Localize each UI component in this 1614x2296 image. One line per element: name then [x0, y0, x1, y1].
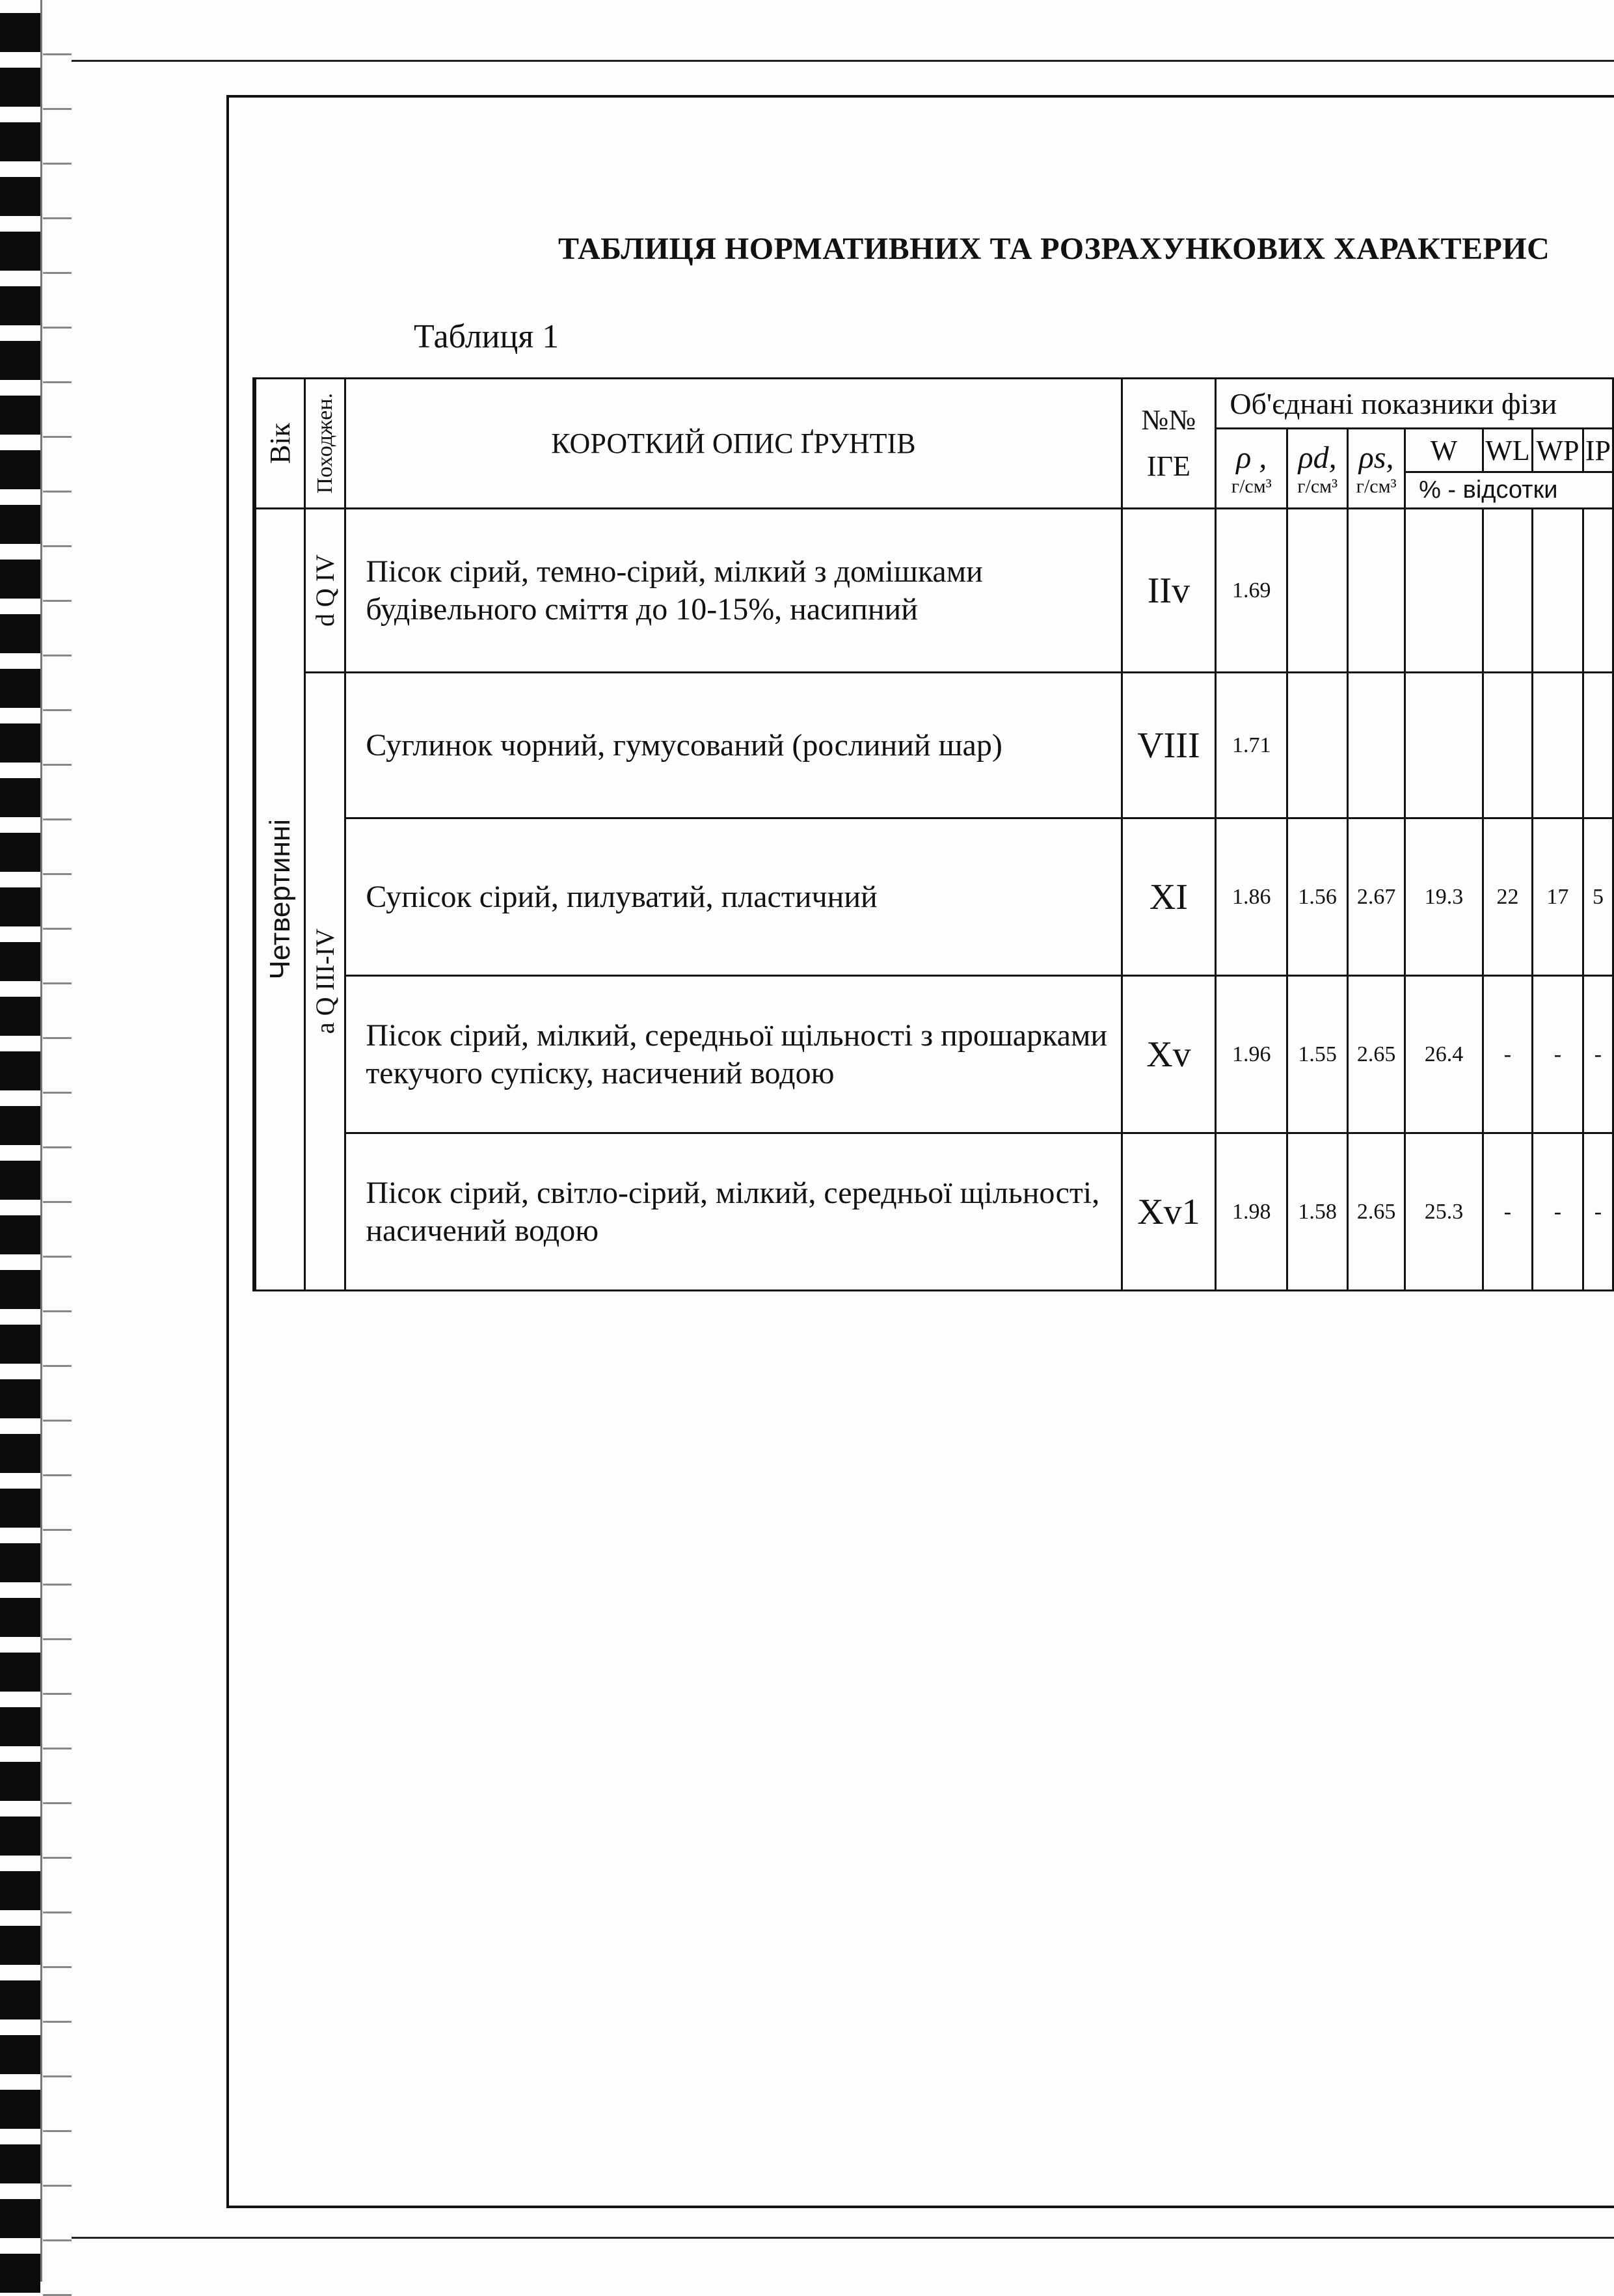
binding-tick — [43, 1310, 72, 1312]
description-cell: Супісок сірий, пилуватий, пластичний — [345, 818, 1122, 976]
wl-cell: - — [1483, 1133, 1532, 1291]
header-rho: ρ , г/см³ — [1216, 429, 1287, 509]
binding-comb-segment — [0, 1543, 40, 1582]
rho-cell: 1.86 — [1216, 818, 1287, 976]
header-group-physical: Об'єднані показники фізи — [1216, 379, 1613, 429]
age-cell: Четвертинні — [254, 509, 305, 1291]
rho-s-cell: 2.67 — [1348, 818, 1405, 976]
ip-cell: - — [1583, 976, 1613, 1133]
header-ige: №№ ІГЕ — [1122, 379, 1216, 509]
rho-cell: 1.69 — [1216, 509, 1287, 673]
binding-tick — [43, 217, 72, 219]
binding-comb-segment — [0, 833, 40, 872]
ige-cell: XI — [1122, 818, 1216, 976]
binding-comb-segment — [0, 778, 40, 817]
bottom-rule — [72, 2237, 1614, 2239]
rho-s-cell: 2.65 — [1348, 976, 1405, 1133]
binding-tick — [43, 1201, 72, 1203]
binding-tick — [43, 655, 72, 656]
rho-cell: 1.71 — [1216, 673, 1287, 818]
binding-tick — [43, 1092, 72, 1094]
binding-comb-segment — [0, 2254, 40, 2293]
header-age: Вік — [254, 379, 305, 509]
wl-cell: 22 — [1483, 818, 1532, 976]
binding-tick — [43, 928, 72, 930]
description-cell: Пісок сірий, мілкий, середньої щільності з прошарками текучого супіску, насичений водою — [345, 976, 1122, 1133]
binding-tick — [43, 818, 72, 820]
binding-comb-segment — [0, 1598, 40, 1637]
binding-comb-segment — [0, 723, 40, 763]
binding-comb-segment — [0, 560, 40, 599]
binding-tick — [43, 53, 72, 55]
binding-comb-segment — [0, 1489, 40, 1528]
binding-comb-segment — [0, 942, 40, 981]
binding-tick — [43, 764, 72, 766]
ige-cell: Xv — [1122, 976, 1216, 1133]
rho-cell: 1.98 — [1216, 1133, 1287, 1291]
binding-tick — [43, 2130, 72, 2132]
description-cell: Пісок сірий, світло-сірий, мілкий, середньої щільності, насичений водою — [345, 1133, 1122, 1291]
binding-comb-segment — [0, 2144, 40, 2183]
rho-d-cell: 1.55 — [1287, 976, 1348, 1133]
binding-comb-segment — [0, 2035, 40, 2074]
binding-comb-segment — [0, 1379, 40, 1418]
table-row — [254, 1133, 1613, 1291]
table-row — [254, 509, 1613, 673]
ige-cell: IIv — [1122, 509, 1216, 673]
binding-comb-segment — [0, 1762, 40, 1801]
rho-d-cell: 1.56 — [1287, 818, 1348, 976]
header-description: КОРОТКИЙ ОПИС ҐРУНТІВ — [345, 379, 1122, 509]
binding-tick — [43, 108, 72, 110]
binding-comb-segment — [0, 177, 40, 216]
binding-tick — [43, 1584, 72, 1586]
binding-tick — [43, 491, 72, 493]
binding-tick — [43, 163, 72, 165]
binding-comb-segment — [0, 997, 40, 1036]
binding-tick — [43, 1693, 72, 1695]
binding-tick — [43, 2185, 72, 2187]
binding-tick — [43, 1365, 72, 1367]
binding-tick — [43, 1748, 72, 1749]
binding-comb-segment — [0, 286, 40, 325]
binding-tick — [43, 1256, 72, 1258]
binding-tick — [43, 2239, 72, 2241]
binding-comb-segment — [0, 1161, 40, 1200]
table-row — [254, 818, 1613, 976]
binding-comb-segment — [0, 1871, 40, 1910]
binding-tick — [43, 381, 72, 383]
wl-cell — [1483, 509, 1532, 673]
table-row — [254, 976, 1613, 1133]
rho-d-cell: 1.58 — [1287, 1133, 1348, 1291]
header-rho-s: ρs, г/см³ — [1348, 429, 1405, 509]
description-cell: Суглинок чорний, гумусований (рослиний шар) — [345, 673, 1122, 818]
binding-tick — [43, 1966, 72, 1968]
binding-comb-segment — [0, 1270, 40, 1309]
wl-cell — [1483, 673, 1532, 818]
binding-tick — [43, 982, 72, 984]
binding-comb-segment — [0, 669, 40, 708]
rho-d-cell — [1287, 673, 1348, 818]
binding-tick — [43, 2075, 72, 2077]
ige-cell: Xv1 — [1122, 1133, 1216, 1291]
binding-tick — [43, 2021, 72, 2023]
wp-cell: - — [1532, 976, 1583, 1133]
ige-cell: VIII — [1122, 673, 1216, 818]
origin-cell: d Q IV — [305, 509, 345, 673]
binding-strip — [0, 0, 78, 2282]
document-title: ТАБЛИЦЯ НОРМАТИВНИХ ТА РОЗРАХУНКОВИХ ХАРАКТЕРИС — [558, 232, 1550, 266]
table-caption: Таблиця 1 — [414, 318, 559, 355]
binding-comb-segment — [0, 505, 40, 544]
ip-cell — [1583, 509, 1613, 673]
binding-tick — [43, 709, 72, 711]
header-wp: WP — [1532, 429, 1583, 472]
binding-comb-segment — [0, 13, 40, 52]
binding-tick — [43, 1529, 72, 1531]
rho-s-cell — [1348, 509, 1405, 673]
binding-tick — [43, 600, 72, 602]
binding-comb-segment — [0, 450, 40, 489]
header-percent-unit: % - відсотки — [1405, 472, 1613, 509]
binding-tick — [43, 545, 72, 547]
binding-tick — [43, 1911, 72, 1913]
w-cell: 19.3 — [1405, 818, 1483, 976]
binding-comb-segment — [0, 1707, 40, 1746]
binding-comb-segment — [0, 122, 40, 161]
binding-comb-segment — [0, 68, 40, 107]
header-wl: WL — [1483, 429, 1532, 472]
ip-cell: - — [1583, 1133, 1613, 1291]
header-rho-d: ρd, г/см³ — [1287, 429, 1348, 509]
binding-comb-segment — [0, 2199, 40, 2238]
binding-comb-segment — [0, 1980, 40, 2019]
binding-tick — [43, 1420, 72, 1422]
binding-tick — [43, 873, 72, 875]
ip-cell — [1583, 673, 1613, 818]
soil-characteristics-table — [252, 377, 1614, 1291]
binding-comb-segment — [0, 1106, 40, 1145]
binding-tick — [43, 327, 72, 329]
binding-tick — [43, 1037, 72, 1039]
rho-s-cell: 2.65 — [1348, 1133, 1405, 1291]
binding-comb-segment — [0, 1653, 40, 1692]
description-cell: Пісок сірий, темно-сірий, мілкий з домішками будівельного сміття до 10-15%, насипний — [345, 509, 1122, 673]
binding-tick — [43, 1146, 72, 1148]
ip-cell: 5 — [1583, 818, 1613, 976]
binding-rail — [40, 0, 42, 2282]
rho-cell: 1.96 — [1216, 976, 1287, 1133]
wp-cell: 17 — [1532, 818, 1583, 976]
wp-cell — [1532, 509, 1583, 673]
binding-comb-segment — [0, 1434, 40, 1473]
header-w: W — [1405, 429, 1483, 472]
wp-cell: - — [1532, 1133, 1583, 1291]
binding-comb-segment — [0, 1051, 40, 1090]
binding-tick — [43, 1474, 72, 1476]
w-cell — [1405, 509, 1483, 673]
header-ip: IP — [1583, 429, 1613, 472]
binding-comb-segment — [0, 1325, 40, 1364]
binding-comb-segment — [0, 1926, 40, 1965]
table-row — [254, 673, 1613, 818]
binding-tick — [43, 436, 72, 438]
w-cell: 26.4 — [1405, 976, 1483, 1133]
origin-cell: a Q III-IV — [305, 673, 345, 1291]
binding-comb-segment — [0, 887, 40, 926]
binding-tick — [43, 1638, 72, 1640]
binding-comb-segment — [0, 341, 40, 380]
rho-d-cell — [1287, 509, 1348, 673]
rho-s-cell — [1348, 673, 1405, 818]
w-cell: 25.3 — [1405, 1133, 1483, 1291]
binding-tick — [43, 1802, 72, 1804]
binding-comb-segment — [0, 2090, 40, 2129]
binding-tick — [43, 272, 72, 274]
w-cell — [1405, 673, 1483, 818]
wp-cell — [1532, 673, 1583, 818]
binding-comb-segment — [0, 1215, 40, 1254]
binding-comb-segment — [0, 396, 40, 435]
binding-comb-segment — [0, 1817, 40, 1856]
header-origin: Походжен. — [305, 379, 345, 509]
binding-tick — [43, 1857, 72, 1859]
top-rule — [72, 60, 1614, 62]
wl-cell: - — [1483, 976, 1532, 1133]
binding-comb-segment — [0, 232, 40, 271]
binding-comb-segment — [0, 614, 40, 653]
